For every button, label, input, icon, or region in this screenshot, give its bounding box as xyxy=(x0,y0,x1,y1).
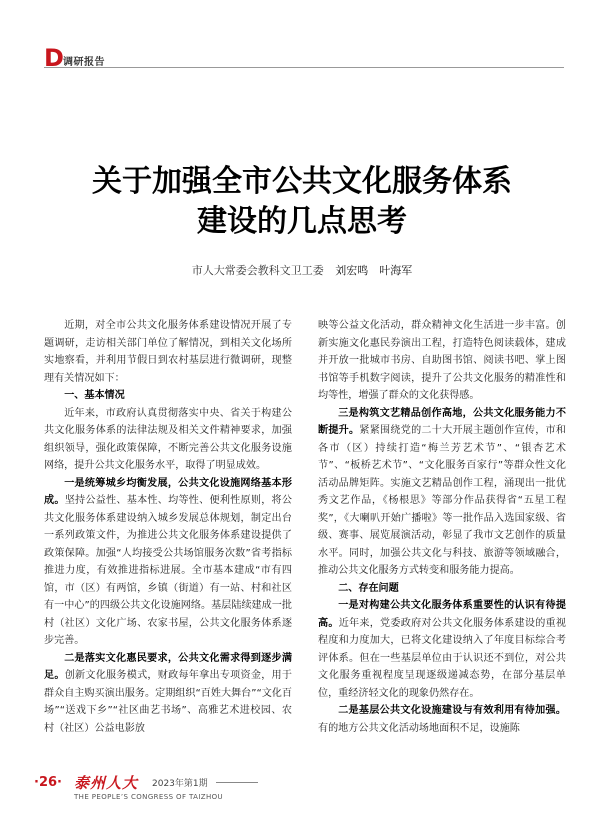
page-header xyxy=(44,44,564,72)
left-column xyxy=(44,317,292,737)
page-number: ·26· xyxy=(34,775,62,790)
page-footer xyxy=(34,772,574,812)
paragraph-text: 近年来，市政府认真贯彻落实中央、省关于构建公共文化服务体系的法律法规及相关文件精神要求，加强组织领导，强化政策保障，不断完善公共文化服务设施网络，提升公共文化服务水平，取得了明显成效。 xyxy=(44,407,292,471)
title-line-1: 关于加强全市公共文化服务体系 xyxy=(92,164,512,199)
authors: 刘宏鸣 叶海军 xyxy=(335,264,413,277)
paragraph-text: 近期，对全市公共文化服务体系建设情况开展了专题调研，走访相关部门单位了解情况，到相关文化场所实地察看，并利用节假日到农村基层进行微调研，现整理有关情况如下： xyxy=(44,320,292,384)
paragraph xyxy=(44,650,292,738)
publication-name: 泰州人大 xyxy=(74,774,139,792)
paragraph-lead: 一是统筹城乡均衡发展，公共文化设施网络基本形成。 xyxy=(44,477,292,506)
paragraph xyxy=(44,317,292,387)
title-line-2: 建设的几点思考 xyxy=(197,204,407,239)
paragraph-text: 近年来，党委政府对公共文化服务体系建设的重视程度和力度加大，已将文化建设纳入了年度目标综合考评体系。但在一些基层单位由于认识还不到位，对公共文化服务重视程度呈现逐级递减态势，在部分基层单位，重经济轻文化的现象仍然存在。 xyxy=(318,617,566,699)
paragraph xyxy=(318,317,566,405)
paragraph-lead: 三是构筑文艺精品创作高地，公共文化服务能力不断提升。 xyxy=(318,407,566,436)
paragraph-text: 坚持公益性、基本性、均等性、便利性原则，将公共文化服务体系建设纳入城乡发展总体规划，制定出台一系列政策文件，为推进公共文化服务体系建设提供了政策保障。加强“人均接受公共场馆服务次数”省考指标推进力度，有效推进指标进展。全市基本建成“市有四馆，市（区）有两馆，乡镇（街道）有一站、村和社区有一中心”的四级公共文化设施网络。基层陆续建成一批村（社区）文化广场、农家书屋，公共文化服务体系逐步完善。 xyxy=(44,495,292,646)
section-label: 调研报告 xyxy=(63,57,105,68)
paragraph xyxy=(44,475,292,650)
paragraph xyxy=(44,405,292,475)
section-heading: 一、基本情况 xyxy=(64,390,125,401)
paragraph-text: 创新文化服务模式，财政每年拿出专项资金，用于群众自主购买演出服务。定期组织“百姓大舞台”“文化百场”“送戏下乡”“社区曲艺书场”、高雅艺术进校园、农村（社区）公益电影放 xyxy=(44,670,292,734)
header-divider xyxy=(44,67,564,68)
publication-name-en: THE PEOPLE’S CONGRESS OF TAIZHOU xyxy=(74,793,224,801)
paragraph-text: 映等公益文化活动，群众精神文化生活进一步丰富。创新实施文化惠民券演出工程，打造特色阅读载体，建成并开放一批城市书房、自助图书馆、阅读书吧、掌上图书馆等手机数字阅读，提升了公共文化服务的精准性和均等性，增强了群众的文化获得感。 xyxy=(318,320,566,401)
byline xyxy=(0,262,604,278)
section-heading: 二、存在问题 xyxy=(338,582,399,594)
footer-divider xyxy=(216,782,258,783)
affiliation: 市人大常委会教科文卫工委 xyxy=(191,264,324,277)
paragraph-lead: 二是落实文化惠民要求，公共文化需求得到逐步满足。 xyxy=(44,652,292,681)
article-title xyxy=(30,162,574,242)
paragraph xyxy=(318,405,566,580)
paragraph-text: 紧紧围绕党的二十大开展主题创作宣传，市和各市（区）持续打造“梅兰芳艺术节”、“银杏艺术节”、“板桥艺术节”、“文化服务百家行”等群众性文化活动品牌矩阵。实施文艺精品创作工程，涌现出一批优秀文艺作品，《杨根思》等部分作品获得省“五星工程奖”，《大喇叭开始广播啦》等一批作品入选国家级、省级、赛事、展览展演活动，彰显了我市文艺创作的质量水平。同时，加强公共文化与科技、旅游等领域融合，推动公共文化服务方式转变和服务能力提高。 xyxy=(318,425,566,576)
paragraph xyxy=(318,702,566,737)
section-logo-icon: D xyxy=(44,44,64,72)
paragraph-text: 有的地方公共文化活动场地面积不足，设施陈 xyxy=(318,722,520,734)
paragraph-lead: 一是对构建公共文化服务体系重要性的认识有待提高。 xyxy=(318,600,566,629)
paragraph xyxy=(318,597,566,702)
paragraph-lead: 二是基层公共文化设施建设与有效利用有待加强。 xyxy=(338,705,566,716)
issue-label: 2023年第1期 xyxy=(152,779,208,789)
right-column xyxy=(318,317,566,737)
